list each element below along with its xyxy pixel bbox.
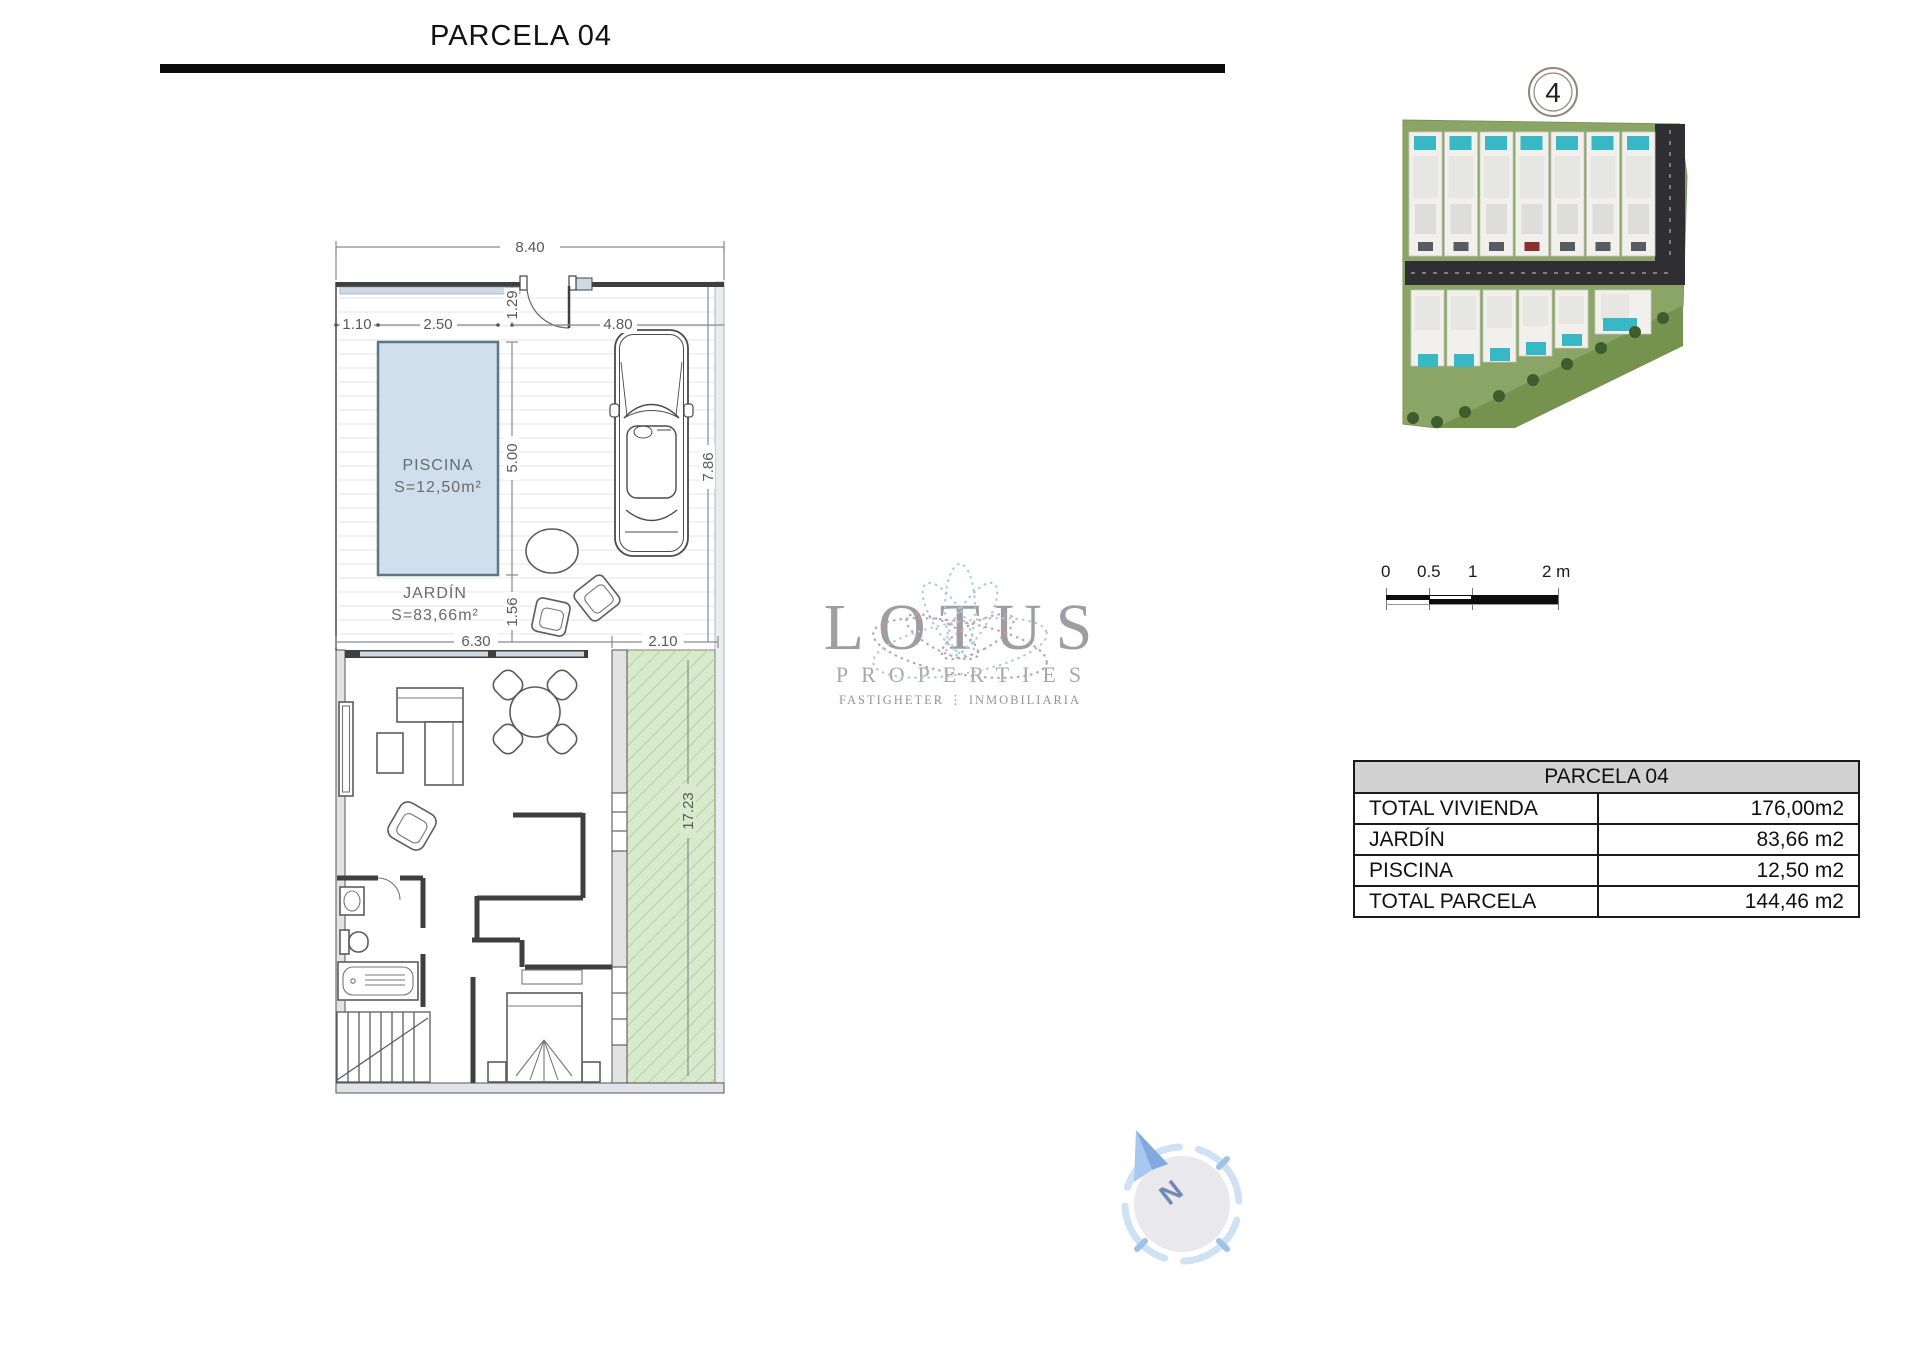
nightstand xyxy=(582,1062,600,1082)
garden-area-label: S=83,66m² xyxy=(391,607,479,624)
scale-tick-05: 0.5 xyxy=(1417,562,1441,581)
dim-pool-length: 5.00 xyxy=(504,443,521,473)
coffee-table xyxy=(377,733,403,773)
living-room-furniture xyxy=(339,667,580,854)
plot-number: 4 xyxy=(1545,77,1561,108)
lotus-flower-icon xyxy=(780,538,1140,718)
brand-name: LOTUS xyxy=(823,591,1107,664)
row-label: TOTAL VIVIENDA xyxy=(1355,794,1599,823)
brand-subtitle: PROPERTIES xyxy=(835,662,1095,687)
row-value: 144,46 m2 xyxy=(1744,890,1844,913)
area-summary-table xyxy=(1353,760,1860,918)
scale-tick-0: 0 xyxy=(1381,562,1391,581)
page-title: PARCELA 04 xyxy=(430,20,612,52)
table-row xyxy=(1355,825,1858,856)
garden-chair xyxy=(572,573,623,624)
north-compass-icon xyxy=(1100,1128,1265,1293)
armchair xyxy=(385,799,440,854)
row-label: PISCINA xyxy=(1355,856,1599,885)
bedroom-closet xyxy=(522,970,582,984)
row-label: TOTAL PARCELA xyxy=(1355,887,1599,916)
table-row xyxy=(1355,856,1858,887)
garden-table xyxy=(526,529,578,573)
bathroom xyxy=(338,887,418,1000)
villas-top-row xyxy=(1409,132,1655,256)
sofa xyxy=(397,688,463,722)
site-plan xyxy=(1395,56,1695,436)
window-strip xyxy=(340,287,520,294)
entry-door-arc xyxy=(527,286,569,328)
bedroom xyxy=(488,970,600,1082)
car xyxy=(610,330,693,556)
brand-tagline: FASTIGHETER ⋮ INMOBILIARIA xyxy=(838,693,1082,707)
scale-bar xyxy=(1372,562,1572,622)
dim-house-width: 6.30 xyxy=(461,633,491,650)
bath-door-arc xyxy=(378,878,400,900)
garden-chair xyxy=(531,597,571,637)
title-underline xyxy=(160,64,1225,73)
row-value: 12,50 m2 xyxy=(1756,859,1844,882)
dim-top-width: 8.40 xyxy=(515,239,545,256)
row-value: 176,00m2 xyxy=(1750,797,1844,820)
scale-tick-1: 1 xyxy=(1468,562,1478,581)
top-wall xyxy=(336,276,724,328)
north-label: N xyxy=(1153,1174,1189,1212)
garden-label: JARDÍN xyxy=(403,585,467,602)
pool-area-label: S=12,50m² xyxy=(394,479,482,496)
dim-pool-width: 2.50 xyxy=(423,316,453,333)
boundary-right-band xyxy=(715,282,724,1085)
dim-terrace-depth: 7.86 xyxy=(700,452,717,482)
tv-unit xyxy=(339,702,353,796)
row-label: JARDÍN xyxy=(1355,825,1599,854)
dim-entry-depth: 1.29 xyxy=(504,290,521,320)
dim-side-strip-width: 2.10 xyxy=(648,633,678,650)
table-row xyxy=(1355,794,1858,825)
staircase xyxy=(337,1012,430,1082)
table-row xyxy=(1355,887,1858,916)
dim-left-offset: 1.10 xyxy=(342,316,372,333)
door-jamb xyxy=(520,276,527,290)
dim-garden-gap: 1.56 xyxy=(504,597,521,627)
plot-badge xyxy=(1529,68,1577,116)
floor-plan xyxy=(320,228,740,1108)
summary-table-header: PARCELA 04 xyxy=(1355,762,1858,794)
pool-label: PISCINA xyxy=(402,457,474,474)
dim-parcel-length: 17.23 xyxy=(680,792,697,830)
dim-garage-width: 4.80 xyxy=(603,316,633,333)
toilet xyxy=(340,930,349,954)
scale-tick-2m: 2 m xyxy=(1542,562,1571,581)
row-value: 83,66 m2 xyxy=(1756,828,1844,851)
nightstand xyxy=(488,1062,506,1082)
garden-strip xyxy=(627,650,715,1083)
brand-watermark xyxy=(780,591,1140,776)
